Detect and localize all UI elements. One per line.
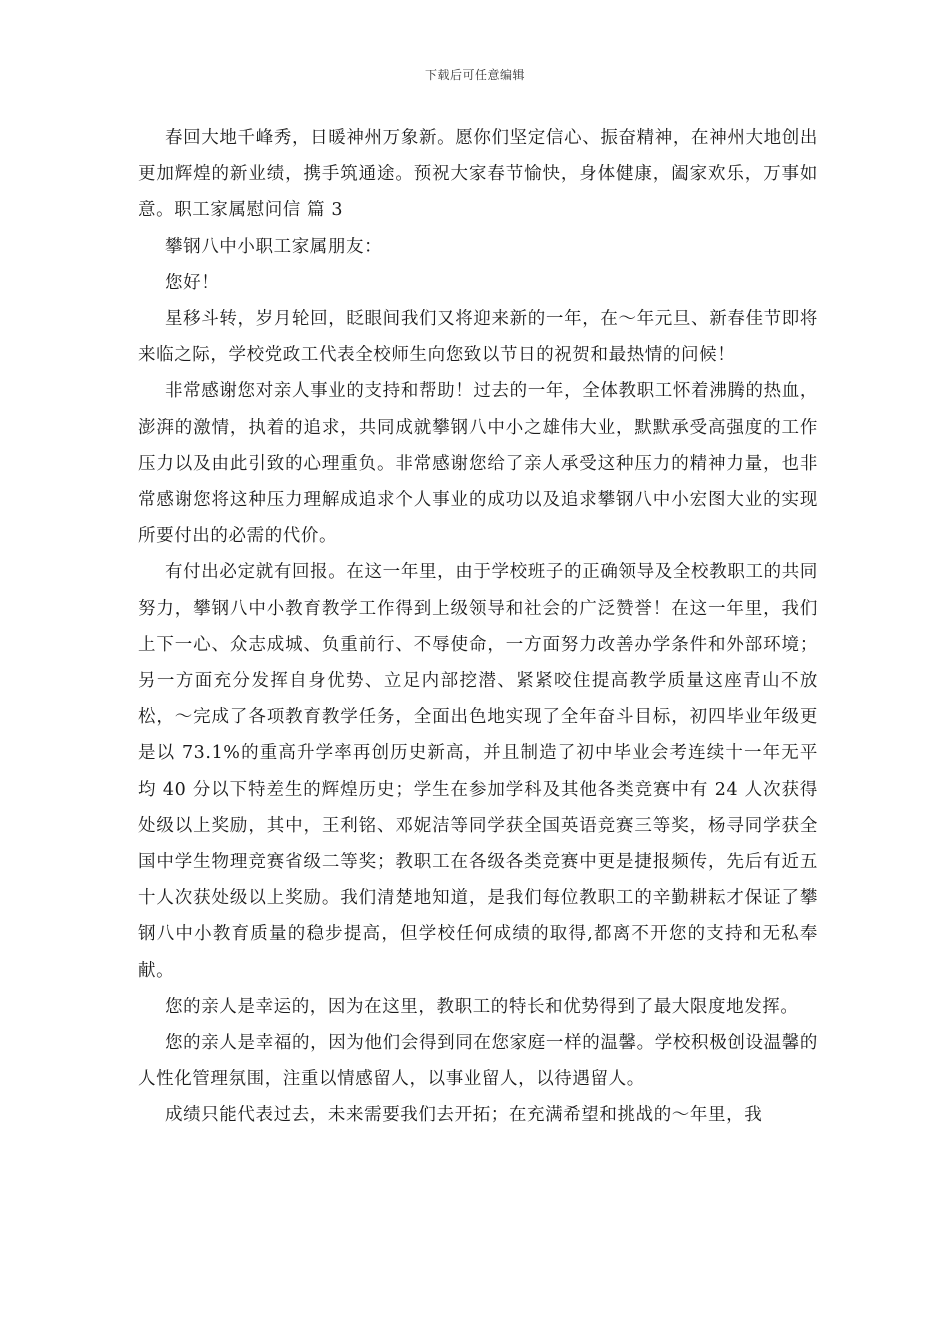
letter-body	[138, 120, 818, 1134]
paragraph-thanks: 非常感谢您对亲人事业的支持和帮助！过去的一年，全体教职工怀着沸腾的热血，澎湃的激情，执着的追求，共同成就攀钢八中小之雄伟大业，默默承受高强度的工作压力以及由此引致的心理重负。非常感谢您给了亲人承受这种压力的精神力量，也非常感谢您将这种压力理解成追求个人事业的成功以及追求攀钢八中小宏图大业的实现所要付出的必需的代价。	[138, 381, 818, 547]
paragraph-happy: 您的亲人是幸福的，因为他们会得到同在您家庭一样的温馨。学校积极创设温馨的人性化管理氛围，注重以情感留人，以事业留人，以待遇留人。	[138, 1033, 818, 1090]
paragraph-new-year: 星移斗转，岁月轮回，眨眼间我们又将迎来新的一年，在～年元旦、新春佳节即将来临之际，学校党政工代表全校师生向您致以节日的祝贺和最热情的问候！	[138, 309, 818, 366]
paragraph-achievements: 有付出必定就有回报。在这一年里，由于学校班子的正确领导及全校教职工的共同努力，攀钢八中小教育教学工作得到上级领导和社会的广泛赞誉！在这一年里，我们上下一心、众志成城、负重前行、不辱使命，一方面努力改善办学条件和外部环境；另一方面充分发挥自身优势、立足内部挖潜、紧紧咬住提高教学质量这座青山不放松，～完成了各项教育教学任务，全面出色地实现了全年奋斗目标，初四毕业年级更是以 73.1%的重高升学率再创历史新高，并且制造了初中毕业会考连续十一年无平均 40 分以下特差生的辉煌历史；学生在参加学科及其他各类竞赛中有 24 人次获得处级以上奖励，其中，王利铭、邓妮洁等同学获全国英语竞赛三等奖，杨寻同学获全国中学生物理竞赛省级二等奖；教职工在各级各类竞赛中更是捷报频传，先后有近五十人次获处级以上奖励。我们清楚地知道，是我们每位教职工的辛勤耕耘才保证了攀钢八中小教育质量的稳步提高，但学校任何成绩的取得,都离不开您的支持和无私奉献。	[138, 562, 818, 981]
paragraph-closing-wishes: 春回大地千峰秀，日暖神州万象新。愿你们坚定信心、振奋精神，在神州大地创出更加辉煌的新业绩，携手筑通途。预祝大家春节愉快，身体健康，阖家欢乐，万事如意。职工家属慰问信 篇 3	[138, 128, 818, 221]
paragraph-greeting: 您好！	[165, 272, 220, 293]
paragraph-salutation: 攀钢八中小职工家属朋友：	[165, 236, 383, 257]
page-header: 下载后可任意编辑	[424, 68, 525, 82]
paragraph-fortunate: 您的亲人是幸运的，因为在这里，教职工的特长和优势得到了最大限度地发挥。	[165, 996, 799, 1017]
paragraph-future: 成绩只能代表过去，未来需要我们去开拓；在充满希望和挑战的～年里，我	[165, 1105, 763, 1126]
